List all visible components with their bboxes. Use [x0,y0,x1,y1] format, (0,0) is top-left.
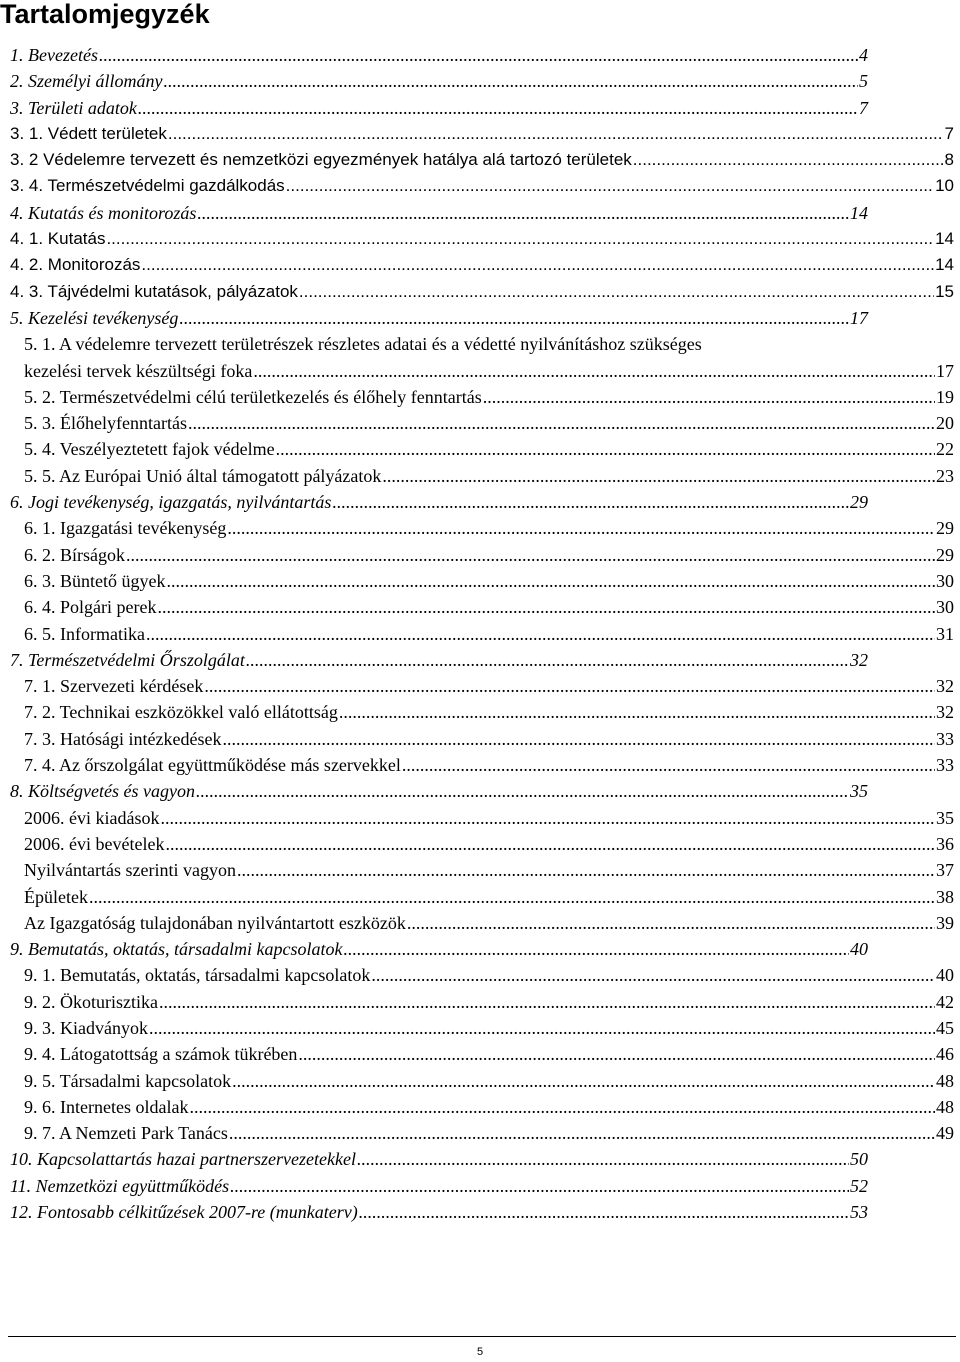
table-of-contents [10,42,956,1225]
dot-leader [165,831,935,857]
toc-entry-page-number: 37 [936,860,954,881]
dot-leader [99,42,858,68]
toc-entry-title: 11. Nemzetközi együttműködés [10,1175,230,1196]
toc-entry[interactable] [10,699,956,725]
toc-entry[interactable] [10,647,956,673]
toc-entry-page-number: 14 [935,229,954,249]
toc-entry[interactable] [10,726,956,752]
toc-entry-title: 9. 7. A Nemzeti Park Tanács [24,1123,228,1144]
toc-entry-page-number: 40 [936,965,954,986]
toc-entry[interactable] [10,436,956,462]
toc-entry[interactable] [10,621,956,647]
dot-leader [343,936,849,962]
toc-entry-page-number: 33 [936,728,954,749]
dot-leader [232,1068,935,1094]
dot-leader [276,436,935,462]
toc-entry-page-number: 53 [850,1202,868,1223]
toc-entry-page-number: 7 [859,97,868,118]
toc-entry-title: 7. 2. Technikai eszközökkel való ellátottság [24,702,338,723]
toc-entry-title: 6. 1. Igazgatási tevékenység [24,518,227,539]
toc-entry[interactable] [10,1146,956,1172]
toc-entry-page-number: 7 [944,123,954,143]
toc-entry-title: 5. Kezelési tevékenység [10,307,179,328]
toc-entry-title: 8. Költségvetés és vagyon [10,781,195,802]
dot-leader [146,621,935,647]
toc-entry-page-number: 31 [936,623,954,644]
toc-entry-page-number: 30 [936,597,954,618]
toc-entry[interactable] [10,910,956,936]
toc-entry-title: 9. Bemutatás, oktatás, társadalmi kapcsolatok [10,939,343,960]
toc-entry-page-number: 32 [850,649,868,670]
toc-entry[interactable] [10,121,956,147]
toc-entry[interactable] [10,489,956,515]
dot-leader [159,989,935,1015]
toc-entry-page-number: 32 [936,676,954,697]
toc-entry-title: 9. 3. Kiadványok [24,1017,148,1038]
toc-entry-page-number: 52 [850,1175,868,1196]
dot-leader [141,252,934,278]
toc-entry-title: 3. 4. Természetvédelmi gazdálkodás [10,176,285,196]
toc-entry-title: 9. 6. Internetes oldalak [24,1096,189,1117]
dot-leader [160,805,935,831]
toc-entry[interactable] [10,68,956,94]
toc-entry-page-number: 29 [936,518,954,539]
toc-entry-title: 1. Bevezetés [10,45,98,65]
toc-entry-title: 2006. évi bevételek [24,833,165,854]
toc-entry[interactable] [10,752,956,778]
toc-entry[interactable] [10,778,956,804]
toc-entry-title: 7. 1. Szervezeti kérdések [24,676,204,697]
toc-entry-page-number: 48 [936,1070,954,1091]
dot-leader [126,542,935,568]
toc-entry-page-number: 33 [936,755,954,776]
toc-entry-page-number: 46 [936,1044,954,1065]
toc-entry[interactable] [10,384,956,410]
toc-entry-title: 7. Természetvédelmi Őrszolgálat [10,649,245,670]
toc-entry[interactable] [10,515,956,541]
toc-entry-page-number: 15 [935,281,954,301]
toc-entry-page-number: 30 [936,570,954,591]
dot-leader [407,910,935,936]
toc-entry-title: Nyilvántartás szerinti vagyon [24,860,236,881]
dot-leader [246,647,849,673]
toc-entry-title: 5. 4. Veszélyeztetett fajok védelme [24,439,275,460]
toc-entry[interactable] [10,42,956,68]
toc-entry-title: 3. 1. Védett területek [10,123,167,143]
toc-entry-title: 7. 3. Hatósági intézkedések [24,728,222,749]
toc-entry-title: 12. Fontosabb célkitűzések 2007-re (munkaterv) [10,1202,358,1223]
toc-entry[interactable] [10,1173,956,1199]
toc-entry-title: 4. 3. Tájvédelmi kutatások, pályázatok [10,281,298,301]
dot-leader [179,305,849,331]
toc-entry[interactable] [10,1120,956,1146]
toc-entry-title: 6. 2. Bírságok [24,544,125,565]
toc-entry[interactable] [10,305,956,331]
dot-leader [298,1041,935,1067]
dot-leader [299,279,934,305]
dot-leader [339,699,935,725]
toc-entry-page-number: 29 [936,544,954,565]
toc-entry[interactable] [10,331,956,384]
toc-entry-title: 6. 3. Büntető ügyek [24,570,166,591]
toc-entry-title: 7. 4. Az őrszolgálat együttműködése más szervekkel [24,755,401,776]
toc-entry-title-continued: kezelési tervek készültségi foka [24,360,253,381]
dot-leader [163,68,858,94]
dot-leader [222,726,935,752]
toc-entry-page-number: 32 [936,702,954,723]
toc-entry-title: 5. 5. Az Európai Unió által támogatott pályázatok [24,465,382,486]
dot-leader [189,1094,935,1120]
toc-entry-page-number: 20 [936,413,954,434]
toc-entry[interactable] [10,95,956,121]
toc-entry-page-number: 35 [850,781,868,802]
toc-entry-title: 6. 4. Polgári perek [24,597,157,618]
toc-entry-page-number: 40 [850,939,868,960]
toc-entry[interactable] [10,279,956,305]
toc-entry-page-number: 38 [936,886,954,907]
footer-page-number: 5 [476,1346,484,1358]
toc-entry-page-number: 17 [936,360,954,381]
footer-divider [8,1336,956,1337]
toc-entry-title: 10. Kapcsolattartás hazai partnerszervezetekkel [10,1149,356,1170]
toc-entry-title: 9. 4. Látogatottság a számok tükrében [24,1044,298,1065]
dot-leader [402,752,935,778]
dot-leader [230,1173,849,1199]
toc-entry-title: 5. 2. Természetvédelmi célú területkezelés és élőhely fenntartás [24,386,482,407]
dot-leader [483,384,935,410]
toc-entry[interactable] [10,1015,956,1041]
toc-entry[interactable] [10,962,956,988]
dot-leader [138,95,858,121]
toc-entry[interactable] [10,989,956,1015]
dot-leader [168,121,944,147]
toc-entry-title: 5. 1. A védelemre tervezett területrészek részletes adatai és a védetté nyilvánításhoz szükséges [24,334,702,355]
toc-entry-title: 6. 5. Informatika [24,623,145,644]
toc-entry-title: 4. 2. Monitorozás [10,255,141,275]
toc-entry-title: 5. 3. Élőhelyfenntartás [24,413,187,434]
toc-entry[interactable] [10,226,956,252]
toc-entry-page-number: 45 [936,1017,954,1038]
toc-entry-title: Az Igazgatóság tulajdonában nyilvántartott eszközök [24,912,406,933]
dot-leader [357,1146,849,1172]
dot-leader [157,594,935,620]
toc-entry[interactable] [10,147,956,173]
toc-entry-title: 9. 2. Ökoturisztika [24,991,158,1012]
dot-leader [237,857,935,883]
toc-entry[interactable] [10,936,956,962]
toc-entry-title: 4. Kutatás és monitorozás [10,202,197,223]
dot-leader [229,1120,935,1146]
toc-entry[interactable] [10,173,956,199]
toc-entry[interactable] [10,542,956,568]
toc-entry-page-number: 23 [936,465,954,486]
dot-leader [286,173,934,199]
toc-entry-page-number: 14 [850,202,868,223]
toc-entry-title: Épületek [24,886,88,907]
toc-entry-page-number: 22 [936,439,954,460]
toc-entry-title: 4. 1. Kutatás [10,229,106,249]
toc-entry-page-number: 14 [935,255,954,275]
dot-leader [197,200,849,226]
toc-entry-page-number: 35 [936,807,954,828]
toc-entry-page-number: 17 [850,307,868,328]
dot-leader [188,410,935,436]
dot-leader [227,515,935,541]
dot-leader [89,884,935,910]
toc-entry-page-number: 19 [936,386,954,407]
dot-leader [149,1015,935,1041]
toc-entry[interactable] [10,831,956,857]
toc-entry[interactable] [10,1094,956,1120]
dot-leader [253,358,935,384]
page-title: Tartalomjegyzék [0,0,210,29]
dot-leader [332,489,849,515]
dot-leader [204,673,935,699]
toc-entry-page-number: 29 [850,492,868,513]
toc-entry-title: 9. 1. Bemutatás, oktatás, társadalmi kapcsolatok [24,965,371,986]
dot-leader [371,962,935,988]
toc-entry[interactable] [10,410,956,436]
dot-leader [359,1199,849,1225]
toc-entry-page-number: 10 [935,176,954,196]
toc-entry[interactable] [10,1199,956,1225]
toc-entry-page-number: 36 [936,833,954,854]
toc-entry[interactable] [10,594,956,620]
dot-leader [633,147,944,173]
toc-entry[interactable] [10,252,956,278]
toc-entry-title: 9. 5. Társadalmi kapcsolatok [24,1070,232,1091]
toc-entry-title: 3. Területi adatok [10,97,137,118]
toc-entry[interactable] [10,805,956,831]
toc-entry-page-number: 49 [936,1123,954,1144]
toc-entry[interactable] [10,673,956,699]
toc-entry[interactable] [10,857,956,883]
toc-entry-title: 2006. évi kiadások [24,807,160,828]
toc-entry-page-number: 8 [944,150,954,170]
toc-entry[interactable] [10,1068,956,1094]
toc-entry[interactable] [10,884,956,910]
dot-leader [167,568,936,594]
toc-entry-page-number: 5 [859,71,868,92]
toc-entry[interactable] [10,1041,956,1067]
toc-entry-page-number: 39 [936,912,954,933]
dot-leader [196,778,849,804]
toc-entry-page-number: 42 [936,991,954,1012]
toc-entry-page-number: 4 [859,45,868,65]
dot-leader [106,226,934,252]
toc-entry-title: 2. Személyi állomány [10,71,163,92]
toc-entry[interactable] [10,200,956,226]
toc-entry[interactable] [10,463,956,489]
toc-entry[interactable] [10,568,956,594]
toc-entry-page-number: 48 [936,1096,954,1117]
dot-leader [382,463,935,489]
toc-entry-page-number: 50 [850,1149,868,1170]
toc-entry-title: 3. 2 Védelemre tervezett és nemzetközi egyezmények hatálya alá tartozó területek [10,150,632,170]
toc-entry-title: 6. Jogi tevékenység, igazgatás, nyilvántartás [10,492,332,513]
